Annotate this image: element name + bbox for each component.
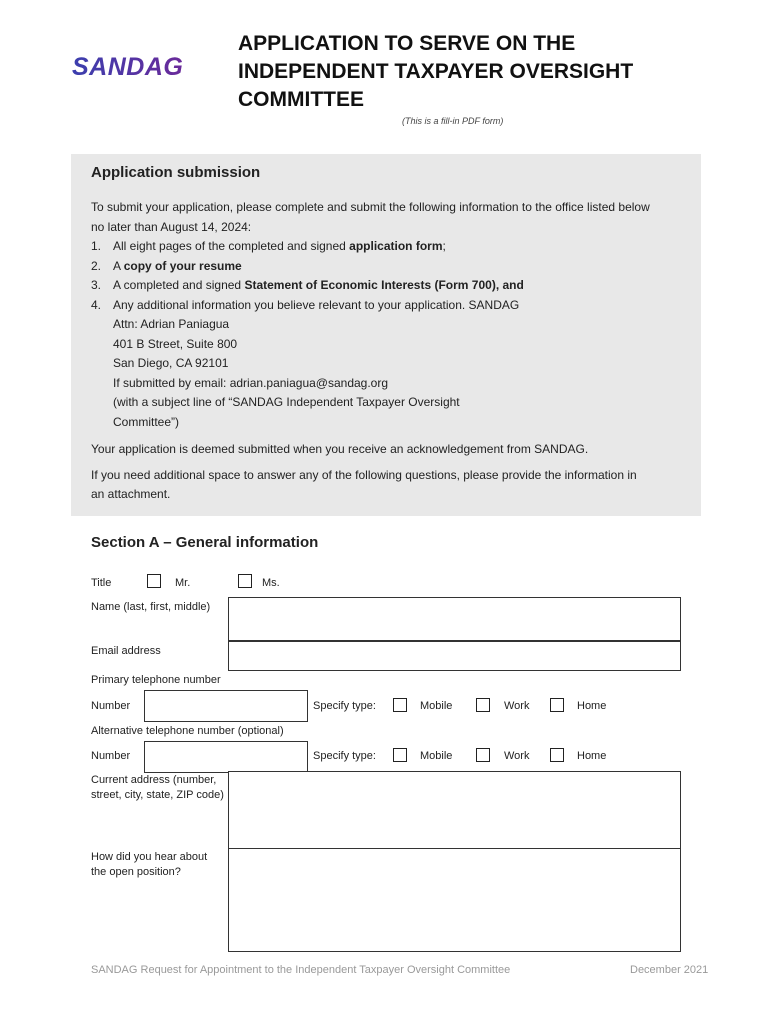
email-instruction: If submitted by email: adrian.paniagua@sandag.org: [113, 375, 389, 390]
footer-document-title: SANDAG Request for Appointment to the Independent Taxpayer Oversight Committee: [91, 964, 511, 976]
hear-about-label: How did you hear about the open position?: [91, 851, 208, 878]
primary-mobile-label: Mobile: [420, 700, 453, 712]
form-note: (This is a fill-in PDF form): [402, 116, 504, 126]
primary-phone-field[interactable]: [144, 690, 308, 722]
name-label: Name (last, first, middle): [91, 601, 211, 613]
submission-intro: To submit your application, please complete and submit the following information to the office listed below no later than August 14, 2024:: [91, 200, 650, 234]
list-item: 4. Any additional information you believe relevant to your application. SANDAG: [91, 297, 520, 312]
address-field[interactable]: [228, 771, 681, 849]
primary-phone-label: Primary telephone number: [91, 674, 221, 686]
mailing-address: [91, 315, 651, 432]
primary-mobile-checkbox[interactable]: [393, 698, 407, 712]
section-a-heading: Section A – General information: [91, 534, 319, 551]
address-line: 401 B Street, Suite 800: [113, 336, 238, 351]
alt-number-label: Number: [91, 750, 131, 762]
subject-line-note: (with a subject line of “SANDAG Independent Taxpayer Oversight: [113, 395, 460, 409]
alt-phone-field[interactable]: [144, 741, 308, 773]
additional-space-text: If you need additional space to answer any of the following questions, please provide the information in an attachment.: [91, 467, 637, 501]
email-label: Email address: [91, 645, 161, 657]
mr-checkbox[interactable]: [147, 574, 161, 588]
alt-mobile-label: Mobile: [420, 750, 453, 762]
primary-work-label: Work: [504, 700, 530, 712]
footer-date: December 2021: [630, 964, 709, 976]
alt-specify-type-label: Specify type:: [313, 750, 376, 762]
submission-heading: Application submission: [91, 164, 261, 181]
list-item: 3. A completed and signed Statement of Economic Interests (Form 700), and: [91, 278, 524, 292]
mr-label: Mr.: [175, 577, 191, 589]
alt-work-checkbox[interactable]: [476, 748, 490, 762]
primary-home-checkbox[interactable]: [550, 698, 564, 712]
deemed-text: Your application is deemed submitted when you receive an acknowledgement from SANDAG.: [91, 442, 589, 456]
list-item: 1. All eight pages of the completed and signed application form;: [91, 239, 446, 253]
alt-mobile-checkbox[interactable]: [393, 748, 407, 762]
email-field[interactable]: [228, 641, 681, 671]
submission-list: [91, 237, 651, 315]
primary-number-label: Number: [91, 700, 131, 712]
hear-about-field[interactable]: [228, 848, 681, 952]
subject-line-note: Committee”): [113, 414, 180, 429]
primary-specify-type-label: Specify type:: [313, 700, 376, 712]
alt-home-label: Home: [577, 750, 607, 762]
alt-home-checkbox[interactable]: [550, 748, 564, 762]
address-label: Current address (number, street, city, state, ZIP code): [91, 774, 224, 801]
primary-work-checkbox[interactable]: [476, 698, 490, 712]
sandag-logo: [70, 50, 215, 84]
address-line: San Diego, CA 92101: [113, 356, 229, 370]
name-field[interactable]: [228, 597, 681, 641]
address-line: Attn: Adrian Paniagua: [113, 317, 230, 331]
page-title: APPLICATION TO SERVE ON THE INDEPENDENT TAXPAYER OVERSIGHT COMMITTEE: [238, 32, 634, 111]
submission-box: [71, 154, 701, 516]
alt-work-label: Work: [504, 750, 530, 762]
title-label: Title: [91, 577, 112, 589]
ms-checkbox[interactable]: [238, 574, 252, 588]
ms-label: Ms.: [262, 577, 280, 589]
list-item: 2. A copy of your resume: [91, 258, 242, 273]
submission-body: [91, 198, 651, 505]
primary-home-label: Home: [577, 700, 607, 712]
alt-phone-label: Alternative telephone number (optional): [91, 725, 284, 737]
logo-text: SANDAG: [72, 53, 184, 81]
